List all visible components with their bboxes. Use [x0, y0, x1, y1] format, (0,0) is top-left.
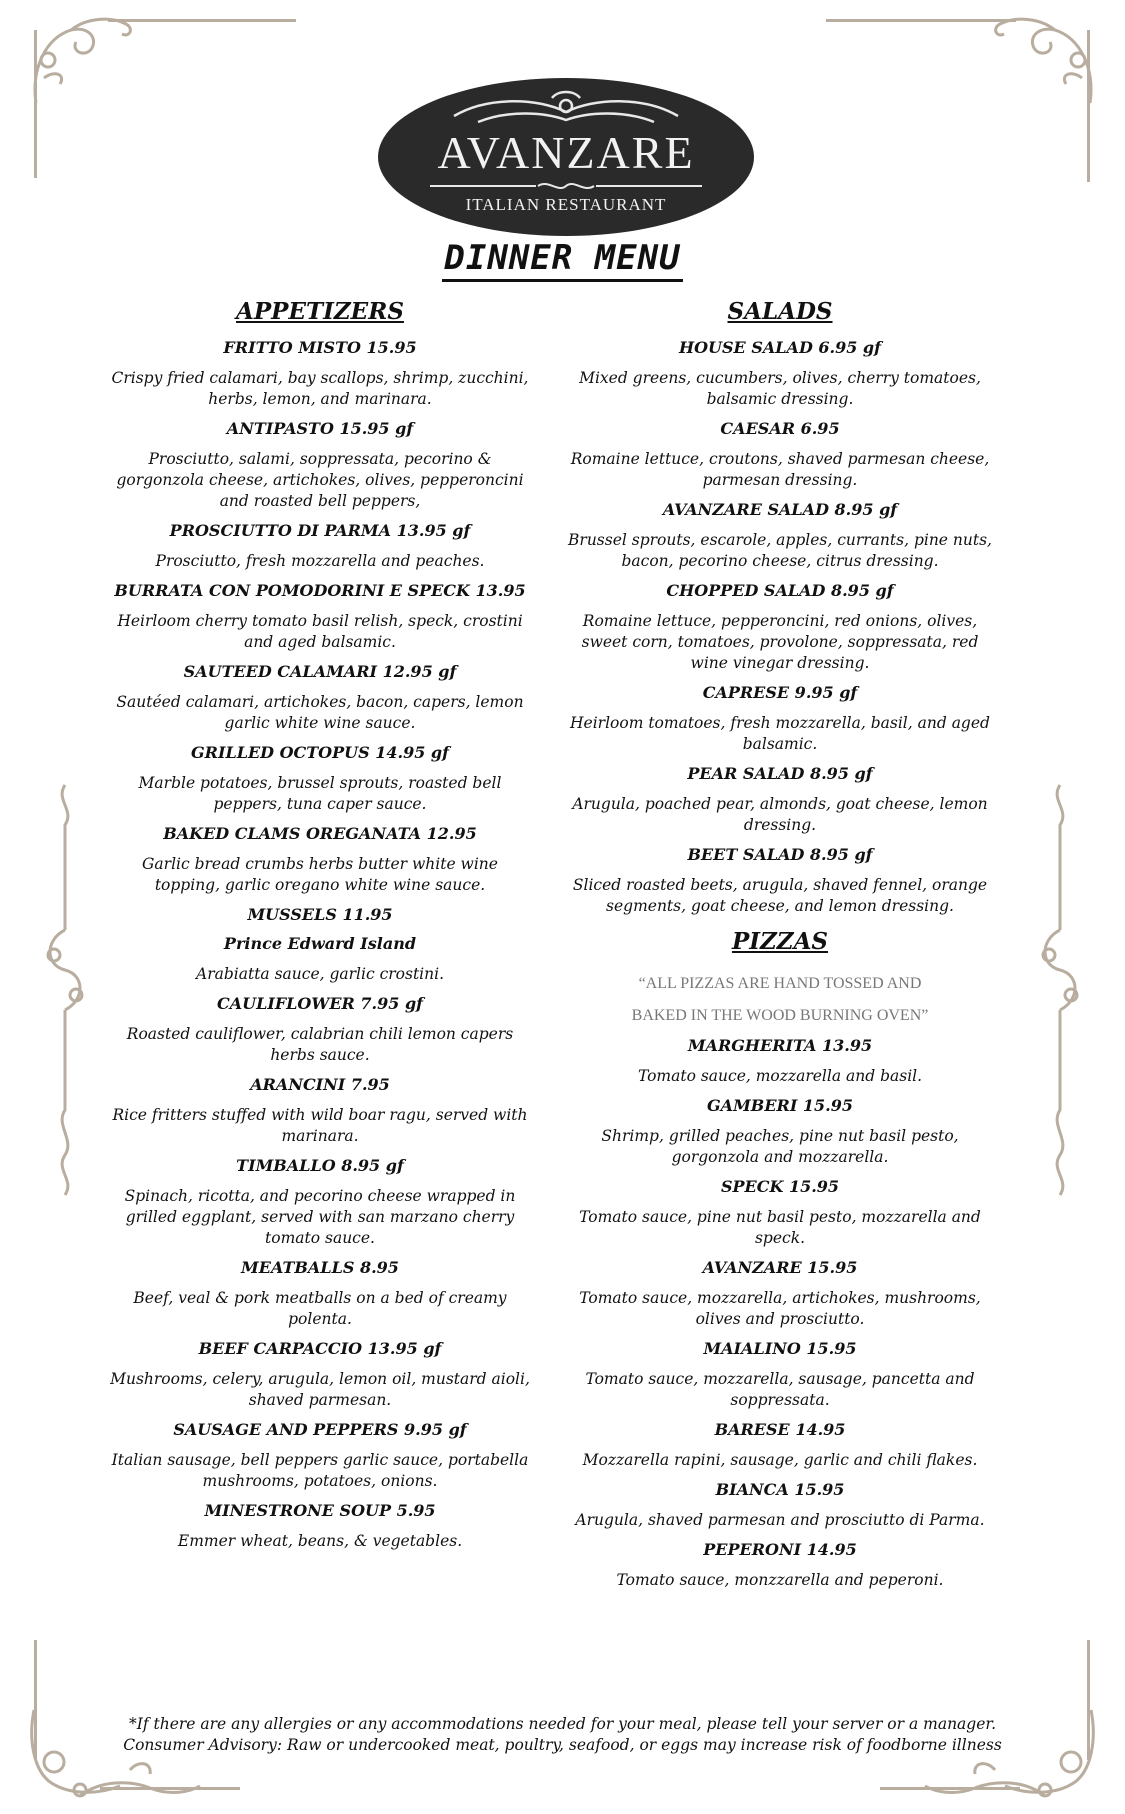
menu-item — [105, 581, 535, 653]
menu-item-description: Mozzarella rapini, sausage, garlic and chili flakes. — [582, 1451, 978, 1469]
menu-item-name: SAUSAGE AND PEPPERS 9.95 gf — [173, 1420, 467, 1439]
consumer-advisory: Consumer Advisory: Raw or undercooked meat, poultry, seafood, or eggs may increase risk of foodborne illness — [123, 1736, 1002, 1754]
pizzas-heading: PIZZAS — [731, 928, 829, 955]
menu-item-description: Arabiatta sauce, garlic crostini. — [196, 965, 444, 983]
menu-item — [105, 1339, 535, 1411]
menu-item-name: AVANZARE 15.95 — [702, 1258, 858, 1277]
menu-item-description: Tomato sauce, monzzarella and peperoni. — [616, 1571, 944, 1589]
menu-item — [560, 683, 1000, 755]
menu-item-name: SAUTEED CALAMARI 12.95 gf — [183, 662, 457, 681]
logo-divider-icon — [426, 179, 706, 193]
menu-item — [105, 338, 535, 410]
menu-item — [560, 764, 1000, 836]
menu-item-name: MEATBALLS 8.95 — [241, 1258, 399, 1277]
corner-flourish-top-right-icon — [990, 8, 1100, 108]
menu-item-description: Heirloom cherry tomato basil relish, speck, crostini and aged balsamic. — [117, 612, 523, 651]
menu-item-name: BARESE 14.95 — [714, 1420, 846, 1439]
menu-item — [560, 1339, 1000, 1411]
menu-item — [105, 1501, 535, 1552]
menu-item-description: Mixed greens, cucumbers, olives, cherry tomatoes, balsamic dressing. — [579, 369, 981, 408]
menu-item-description: Beef, veal & pork meatballs on a bed of creamy polenta. — [133, 1289, 507, 1328]
menu-item-name: Prince Edward Island — [223, 934, 417, 953]
menu-item-name: CAPRESE 9.95 gf — [702, 683, 858, 702]
corner-flourish-top-left-icon — [26, 8, 136, 108]
menu-item-description: Shrimp, grilled peaches, pine nut basil pesto, gorgonzola and mozzarella. — [601, 1127, 959, 1166]
menu-item-description: Garlic bread crumbs herbs butter white wine topping, garlic oregano white wine sauce. — [142, 855, 498, 894]
menu-item-name: FRITTO MISTO 15.95 — [223, 338, 417, 357]
pizzas-list — [560, 1036, 1000, 1591]
salads-pizzas-column — [560, 296, 1000, 1600]
menu-item-name: BAKED CLAMS OREGANATA 12.95 — [163, 824, 477, 843]
menu-item — [105, 743, 535, 815]
frame-top-left-line — [108, 19, 296, 22]
menu-item — [560, 1177, 1000, 1249]
menu-item — [105, 419, 535, 512]
menu-item-name: PEPERONI 14.95 — [703, 1540, 857, 1559]
menu-item-name: CHOPPED SALAD 8.95 gf — [666, 581, 894, 600]
menu-item — [105, 521, 535, 572]
menu-item-name: BEEF CARPACCIO 13.95 gf — [198, 1339, 442, 1358]
menu-title-text: DINNER MENU — [442, 238, 682, 282]
menu-item-name: MUSSELS 11.95 — [247, 905, 393, 924]
menu-item-description: Arugula, poached pear, almonds, goat cheese, lemon dressing. — [572, 795, 988, 834]
menu-item-description: Sliced roasted beets, arugula, shaved fennel, orange segments, goat cheese, and lemon dressing. — [572, 876, 988, 915]
logo-swirl-icon — [448, 86, 684, 130]
menu-item-name: BEET SALAD 8.95 gf — [687, 845, 873, 864]
side-scroll-right-icon — [1035, 780, 1085, 1200]
restaurant-logo — [378, 78, 754, 236]
menu-item-name: SPECK 15.95 — [720, 1177, 840, 1196]
menu-item-description: Italian sausage, bell peppers garlic sauce, portabella mushrooms, potatoes, onions. — [111, 1451, 529, 1490]
menu-item — [105, 994, 535, 1066]
menu-item-description: Tomato sauce, mozzarella, sausage, pancetta and soppressata. — [585, 1370, 975, 1409]
menu-item-description: Sautéed calamari, artichokes, bacon, capers, lemon garlic white wine sauce. — [116, 693, 524, 732]
menu-item — [105, 934, 535, 985]
menu-item-name: ANTIPASTO 15.95 gf — [226, 419, 414, 438]
menu-item-description: Tomato sauce, mozzarella, artichokes, mushrooms, olives and prosciutto. — [579, 1289, 981, 1328]
menu-item — [560, 1420, 1000, 1471]
menu-item — [560, 500, 1000, 572]
menu-item-description: Spinach, ricotta, and pecorino cheese wrapped in grilled eggplant, served with san marzano cherry tomato sauce. — [124, 1187, 516, 1247]
pizzas-note-line-1: “ALL PIZZAS ARE HAND TOSSED AND — [638, 975, 922, 992]
menu-item-name: BURRATA CON POMODORINI E SPECK 13.95 — [114, 581, 526, 600]
menu-item-description: Mushrooms, celery, arugula, lemon oil, mustard aioli, shaved parmesan. — [110, 1370, 530, 1409]
menu-item — [105, 662, 535, 734]
menu-item-name: AVANZARE SALAD 8.95 gf — [662, 500, 898, 519]
menu-item-description: Romaine lettuce, croutons, shaved parmesan cheese, parmesan dressing. — [570, 450, 990, 489]
menu-item — [560, 419, 1000, 491]
menu-item-description: Marble potatoes, brussel sprouts, roasted bell peppers, tuna caper sauce. — [138, 774, 502, 813]
footer — [0, 1714, 1125, 1756]
menu-item-description: Roasted cauliflower, calabrian chili lemon capers herbs sauce. — [126, 1025, 514, 1064]
menu-item — [105, 1156, 535, 1249]
menu-item-description: Tomato sauce, pine nut basil pesto, mozzarella and speck. — [579, 1208, 981, 1247]
menu-item-description: Prosciutto, salami, soppressata, pecorino & gorgonzola cheese, artichokes, olives, pepperoncini and roasted bell peppers, — [116, 450, 524, 510]
menu-item — [560, 1036, 1000, 1087]
menu-item-description: Brussel sprouts, escarole, apples, currants, pine nuts, bacon, pecorino cheese, citrus dressing. — [568, 531, 992, 570]
appetizers-column — [105, 296, 535, 1561]
menu-item-name: CAULIFLOWER 7.95 gf — [216, 994, 424, 1013]
menu-item-name: GAMBERI 15.95 — [707, 1096, 853, 1115]
restaurant-tagline: ITALIAN RESTAURANT — [465, 195, 667, 214]
menu-item — [560, 1096, 1000, 1168]
menu-item — [105, 1075, 535, 1147]
menu-item — [105, 824, 535, 896]
menu-item-name: TIMBALLO 8.95 gf — [236, 1156, 404, 1175]
menu-item-description: Romaine lettuce, pepperoncini, red onions, olives, sweet corn, tomatoes, provolone, soppressata, red wine vinegar dressing. — [581, 612, 979, 672]
menu-item-name: HOUSE SALAD 6.95 gf — [678, 338, 881, 357]
menu-item-name: MAIALINO 15.95 — [703, 1339, 857, 1358]
side-scroll-left-icon — [40, 780, 90, 1200]
menu-item-name: GRILLED OCTOPUS 14.95 gf — [191, 743, 449, 762]
menu-item — [560, 845, 1000, 917]
appetizers-heading: APPETIZERS — [236, 298, 404, 325]
menu-item-name: BIANCA 15.95 — [715, 1480, 845, 1499]
salads-list — [560, 338, 1000, 917]
pizzas-note-line-2: BAKED IN THE WOOD BURNING OVEN” — [631, 1007, 929, 1024]
menu-item — [105, 1258, 535, 1330]
menu-item-description: Prosciutto, fresh mozzarella and peaches. — [155, 552, 485, 570]
menu-item-name: ARANCINI 7.95 — [250, 1075, 390, 1094]
menu-item — [105, 905, 535, 925]
menu-item-name: MARGHERITA 13.95 — [687, 1036, 873, 1055]
restaurant-name: AVANZARE — [437, 127, 695, 178]
menu-item-description: Tomato sauce, mozzarella and basil. — [637, 1067, 923, 1085]
menu-item-description: Crispy fried calamari, bay scallops, shrimp, zucchini, herbs, lemon, and marinara. — [111, 369, 529, 408]
menu-item-name: PEAR SALAD 8.95 gf — [687, 764, 873, 783]
menu-item — [560, 1258, 1000, 1330]
menu-title — [0, 238, 1125, 278]
menu-item-description: Rice fritters stuffed with wild boar ragu, served with marinara. — [112, 1106, 528, 1145]
salads-heading: SALADS — [727, 298, 833, 325]
menu-item-description: Arugula, shaved parmesan and prosciutto di Parma. — [575, 1511, 985, 1529]
appetizers-list — [105, 338, 535, 1552]
menu-item-description: Emmer wheat, beans, & vegetables. — [177, 1532, 463, 1550]
menu-item — [560, 1480, 1000, 1531]
frame-top-right-line — [826, 19, 1016, 22]
menu-item-name: CAESAR 6.95 — [720, 419, 840, 438]
menu-item — [560, 338, 1000, 410]
allergy-notice: *If there are any allergies or any accommodations needed for your meal, please tell your server or a manager. — [128, 1715, 997, 1733]
menu-item-name: PROSCIUTTO DI PARMA 13.95 gf — [169, 521, 471, 540]
menu-item — [560, 581, 1000, 674]
menu-item — [105, 1420, 535, 1492]
menu-item — [560, 1540, 1000, 1591]
menu-item-name: MINESTRONE SOUP 5.95 — [204, 1501, 436, 1520]
menu-item-description: Heirloom tomatoes, fresh mozzarella, basil, and aged balsamic. — [570, 714, 990, 753]
